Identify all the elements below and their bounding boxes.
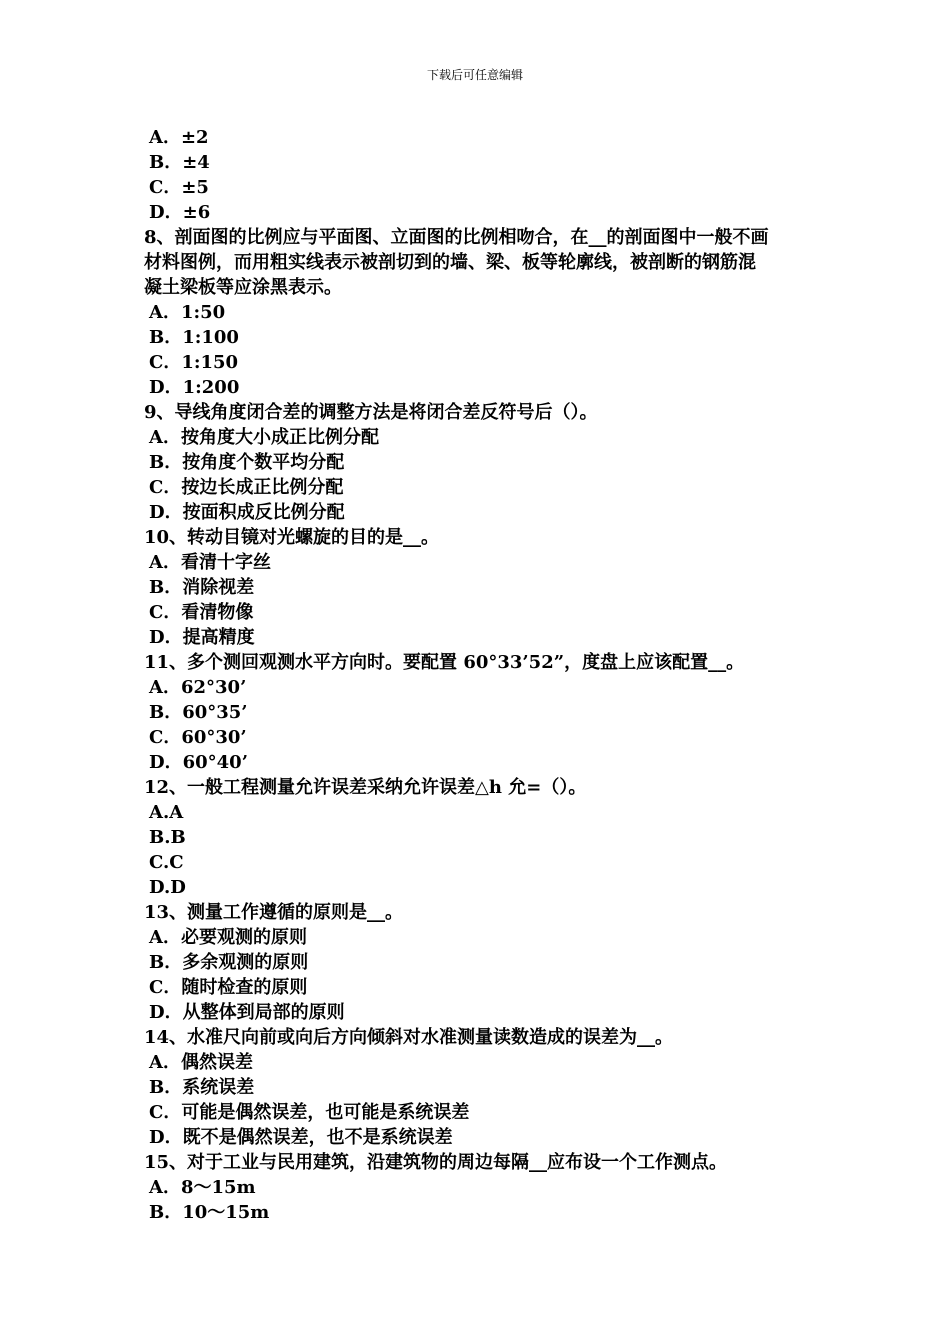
answer-option: B．1:100 xyxy=(149,327,239,348)
question-text-line: 10、转动目镜对光螺旋的目的是__。 xyxy=(144,527,440,548)
answer-option: D．±6 xyxy=(149,202,211,223)
answer-option: C．按边长成正比例分配 xyxy=(149,477,344,498)
answer-option: A．按角度大小成正比例分配 xyxy=(149,427,379,448)
answer-option: B．多余观测的原则 xyxy=(149,952,309,973)
answer-option: A．1:50 xyxy=(149,302,226,323)
answer-option: D．1:200 xyxy=(149,377,240,398)
answer-option: C．随时检查的原则 xyxy=(149,977,308,998)
page-header: 下载后可任意编辑 xyxy=(426,68,523,82)
answer-option: D.D xyxy=(149,877,186,898)
question-text-line: 14、水准尺向前或向后方向倾斜对水准测量读数造成的误差为__。 xyxy=(144,1027,674,1048)
question-text-line: 12、一般工程测量允许误差采纳允许误差△h 允=（）。 xyxy=(144,777,587,798)
answer-option: A．8～15m xyxy=(149,1177,256,1198)
answer-option: C．1:150 xyxy=(149,352,239,373)
answer-option: D．提高精度 xyxy=(149,627,255,648)
answer-option: A．62°30’ xyxy=(149,677,247,698)
answer-option: B．10～15m xyxy=(149,1202,270,1223)
answer-option: B．60°35’ xyxy=(149,702,248,723)
answer-option: C．可能是偶然误差，也可能是系统误差 xyxy=(149,1102,470,1123)
answer-option: B.B xyxy=(149,827,186,848)
document-body xyxy=(144,125,824,1225)
answer-option: B．消除视差 xyxy=(149,577,255,598)
answer-option: A．±2 xyxy=(149,127,209,148)
answer-option: C．60°30’ xyxy=(149,727,247,748)
question-text-line: 13、测量工作遵循的原则是__。 xyxy=(144,902,404,923)
answer-option: D．从整体到局部的原则 xyxy=(149,1002,345,1023)
answer-option: B．±4 xyxy=(149,152,210,173)
question-text-line: 15、对于工业与民用建筑，沿建筑物的周边每隔__应布设一个工作测点。 xyxy=(144,1152,728,1173)
answer-option: D．60°40’ xyxy=(149,752,248,773)
answer-option: D．既不是偶然误差，也不是系统误差 xyxy=(149,1127,453,1148)
question-text-line: 材料图例，而用粗实线表示被剖切到的墙、梁、板等轮廓线，被剖断的钢筋混 xyxy=(144,252,756,273)
answer-option: C.C xyxy=(149,852,184,873)
question-text-line: 11、多个测回观测水平方向时。要配置 60°33’52”，度盘上应该配置__。 xyxy=(144,652,745,673)
question-text-line: 8、剖面图的比例应与平面图、立面图的比例相吻合，在__的剖面图中一般不画 xyxy=(144,227,769,248)
answer-option: B．按角度个数平均分配 xyxy=(149,452,345,473)
answer-option: A．看清十字丝 xyxy=(149,552,271,573)
answer-option: C．看清物像 xyxy=(149,602,254,623)
answer-option: C．±5 xyxy=(149,177,209,198)
answer-option: B．系统误差 xyxy=(149,1077,255,1098)
answer-option: A．偶然误差 xyxy=(149,1052,253,1073)
answer-option: A.A xyxy=(149,802,184,823)
answer-option: D．按面积成反比例分配 xyxy=(149,502,345,523)
question-text-line: 凝土梁板等应涂黑表示。 xyxy=(144,277,342,298)
question-text-line: 9、导线角度闭合差的调整方法是将闭合差反符号后（）。 xyxy=(144,402,598,423)
answer-option: A．必要观测的原则 xyxy=(149,927,307,948)
